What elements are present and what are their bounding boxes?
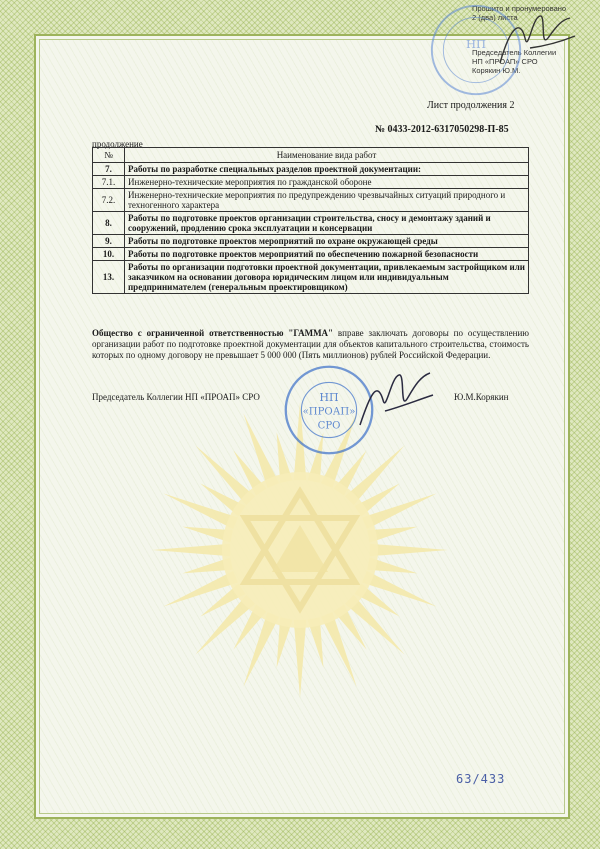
certificate-number: № 0433-2012-6317050298-П-85 xyxy=(375,124,509,135)
company-name: Общество с ограниченной ответственностью "ГАММА" xyxy=(92,328,334,338)
table-header-row xyxy=(93,148,529,163)
table-row xyxy=(93,189,529,212)
row-work-type: Инженерно-технические мероприятия по гражданской обороне xyxy=(125,176,529,189)
table-row xyxy=(93,176,529,189)
signature-top xyxy=(490,8,580,78)
sun-ray xyxy=(294,620,307,698)
permission-paragraph xyxy=(92,328,529,361)
work-types-table xyxy=(92,147,529,294)
col-name-header: Наименование вида работ xyxy=(125,148,529,163)
stamp-line: Прошито и пронумеровано xyxy=(472,4,567,13)
seal-text-2: «ПРОАП» xyxy=(302,406,356,418)
stamp-line: Корякин Ю.М. xyxy=(472,66,521,75)
row-number: 7. xyxy=(93,163,125,176)
table-row xyxy=(93,163,529,176)
signer-name: Ю.М.Корякин xyxy=(454,392,509,402)
sheet-label: Лист продолжения 2 xyxy=(427,100,515,111)
table-row xyxy=(93,235,529,248)
paragraph-rest: вправе заключать договоры по осуществлению организации работ по подготовке проектной документации для объектов капитального строительства, стоимость которых по одному договору не превышает 5 000 000 (Пять миллионов) рублей Российской Федерации. xyxy=(92,328,529,360)
table-row xyxy=(93,248,529,261)
col-number-header: № xyxy=(93,148,125,163)
sun-ray xyxy=(152,544,230,557)
row-work-type: Работы по подготовке проектов организации строительства, сносу и демонтажу зданий и сооружений, продлению срока эксплуатации и консервации xyxy=(125,212,529,235)
row-number: 8. xyxy=(93,212,125,235)
row-number: 9. xyxy=(93,235,125,248)
table-row xyxy=(93,261,529,294)
signer-title: Председатель Коллегии НП «ПРОАП» СРО xyxy=(92,392,260,402)
seal-text-3: СРО xyxy=(317,420,341,432)
stamp-line: 2 (два) листа xyxy=(472,13,518,22)
signature-main xyxy=(355,365,435,435)
row-number: 13. xyxy=(93,261,125,294)
row-work-type: Работы по подготовке проектов мероприятий по обеспечению пожарной безопасности xyxy=(125,248,529,261)
page-number: 63/433 xyxy=(456,772,506,786)
sun-ray xyxy=(370,544,448,557)
seal-text-1: НП xyxy=(319,390,339,404)
stamp-line: НП «ПРОАП» СРО xyxy=(472,57,538,66)
row-work-type: Инженерно-технические мероприятия по предупреждению чрезвычайных ситуаций природного и техногенного характера xyxy=(125,189,529,212)
row-work-type: Работы по разработке специальных разделов проектной документации: xyxy=(125,163,529,176)
row-number: 7.1. xyxy=(93,176,125,189)
continuation-label: продолжение xyxy=(92,139,143,149)
stamp-line: Председатель Коллегии xyxy=(472,48,557,57)
row-work-type: Работы по организации подготовки проектной документации, привлекаемым застройщиком или заказчиком на основании договора юридическим лицом или индивидуальным предпринимателем (генеральным проектировщиком) xyxy=(125,261,529,294)
row-work-type: Работы по подготовке проектов мероприятий по охране окружающей среды xyxy=(125,235,529,248)
row-number: 7.2. xyxy=(93,189,125,212)
row-number: 10. xyxy=(93,248,125,261)
table-row xyxy=(93,212,529,235)
seal-top-text: НП xyxy=(465,37,487,52)
